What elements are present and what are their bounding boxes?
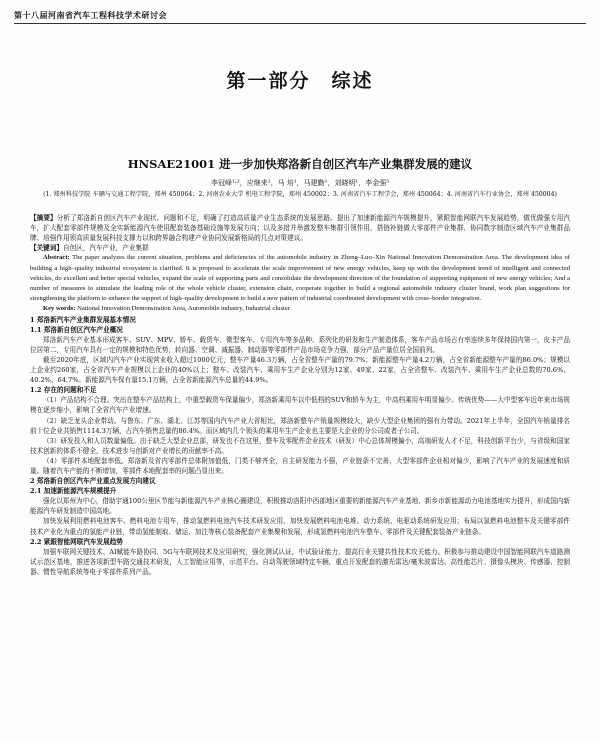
body-paragraph: （2）缺乏龙头企业带动。与鲁东、广东、湖北、江苏等国内汽车产业大省相比，郑洛新整车产销量规模较大，缺少大型企业集团的强有力带动。2021年上半年，全国汽车销量排名前十位企业共销售1114.3万辆，占汽车销售总量的86.4%。而区域内几个领头的乘用车生产企业也主要是大企业的分公司或者子公司。 bbox=[30, 416, 570, 435]
section-heading: 1 郑洛新汽车产业集群发展基本情况 bbox=[30, 315, 136, 324]
keywords-en-text: National Innovation Demonstration Area, Automobile industry, Industrial cluster bbox=[77, 305, 290, 313]
paper-title: HNSAE21001 进一步加快郑洛新自创区汽车产业集群发展的建议 bbox=[127, 157, 473, 171]
keywords-en-label: Key words: bbox=[43, 305, 76, 313]
body-paragraph: 加强车联网关键技术、AI赋能车路协同、5G与车联网技术及应用研究，强化测试认证，中试验证能力，提高行业关键共性技术攻关能力。积极参与推动建设中国智能网联汽车道路测试示范区基地，推进各项新型车路交通技术研发，人工智能应用等，示范平台。自动驾驶领域特定车辆，重点开发配套的激光雷达/毫米波雷达、高性能芯片、摄像头模块、传感器、控制器、惯性导航系统等电子零部件系列产品。 bbox=[30, 547, 570, 576]
subsection-heading: 1.1 郑洛新自创区汽车产业概况 bbox=[30, 325, 123, 334]
keywords-en bbox=[30, 304, 570, 314]
abstract-en bbox=[30, 253, 570, 304]
body-paragraph: 加快发展利用燃料电池客车、燃料电池专用车，推动氢燃料电池汽车技术研发应用，加快发展燃料电池电堆、动力系统、电驱动系统研发应用；布局以氢燃料电池整车及关键零部件技术产业化为重点的氢能产业链，带动氢能制取、储运、加注等核心装备配套产业集聚和发展，形成氢燃料电池汽车整车、零部件及关键配套装备产业链条。 bbox=[30, 517, 570, 536]
body-paragraph: （1）产品结构不合理。突出在整车产品结构上，中重型载货车保量偏少，郑洛新乘用车以中低档的SUV和轿车为主，中高档乘用车明显偏少。传统优势——大中型客车近年来市场规模在逐步缩小，影响了全省汽车产业增速。 bbox=[30, 396, 570, 415]
abstract-cn bbox=[30, 213, 570, 243]
abstract-en-text: The paper analyzes the current situation, problems and deficiencies of the automobile industry in Zheng–Luo–Xin National Innovation Demonstration Area. The development idea of building a high–quality industrial ecosystem is clarified. It is proposed to accelerate the scale improvement of new energy vehicles, keep up with the development trend of intelligent and connected vehicles, do excellent and better special vehicles, expand the scale of supporting parts and consolidate the development direction of the foundation of supporting equipment of new energy vehicles; And a number of measures to stimulate the leading role of the whole vehicle cluster, extension chain, cooperate together to build a regional automobile industry cluster brand, work plan suggestions for strengthening the platform to enhance the support of high–quality development to build a new pattern of industrial coordinated development with cross–border integration. bbox=[30, 254, 571, 303]
body-paragraph: 强化以郑州为中心，借助宇通100公里区节能与新能源汽车产业核心圈建设，积极推动洛阳中西部地区重要的新能源汽车产业基地、新乡市新能源动力电池基地实力提升，形成国内新能源汽车研发制造中国高地。 bbox=[30, 497, 570, 516]
abstract-cn-label: 【摘要】 bbox=[30, 214, 57, 222]
keywords-cn-text: 自创区，汽车产业，产业集群 bbox=[62, 244, 149, 253]
abstract-cn-text: 分析了郑洛新自创区汽车产业现状、问题和不足，明确了打造高质量产业生态系统的发展思路。提出了加速新能源汽车规模提升，紧跟智能网联汽车发展趋势，做优做强专用汽车，扩大配套零部件规模及全实新能源汽车使用配套装备基础设施等发展方向；以及多措并举激发整车集群引领作用、搭链补链做大零部件产业集群、协同数字制造区域汽车产业集群品牌、培强作用领高质量发展科技支撑力以和跨界融合构建产业协同发展新格局的几点对策建议。 bbox=[30, 214, 570, 243]
keywords-cn-label: 【关键词】 bbox=[30, 244, 63, 253]
keywords-cn bbox=[30, 243, 570, 253]
paper-affiliations: (1. 郑州科技学院 车辆与交通工程学院，郑州 450064；2. 河南农业大学 机电工程学院，郑州 450002；3. 河南省汽车工程学会，郑州 450064；4. 河南省汽车行业协会，郑州 450004) bbox=[43, 191, 557, 198]
part-title: 第一部分 综述 bbox=[226, 70, 374, 92]
body-paragraph: 截至2020年底，区域内汽车产业实现营业收入超过1000亿元，整车产量46.3万辆，占全省整车产量的79.7%；新能源整车产量4.2万辆，占全省新能源整车产量的86.0%；规模以上企业约260家，占全省汽车产业规模以上企业的40%以上；整车、改装汽车、乘用车生产企业分别为12家、49家、22家，占全省整车、改装汽车、乘用车生产企业总数的70.6%、40.2%、64.7%。新能源汽车保有量15.1万辆，占全省新能源汽车总量的44.9%。 bbox=[30, 355, 570, 385]
subsection-heading: 2.2 紧跟智能网联汽车发展趋势 bbox=[30, 537, 123, 546]
subsection-heading: 2.1 加速新能源汽车规模提升 bbox=[30, 487, 117, 496]
paper-sections bbox=[30, 315, 570, 577]
section-heading: 2 郑洛新自创区汽车产业重点发展方向建议 bbox=[30, 477, 156, 486]
body-paragraph: （3）研发投入和人员数量偏低。由于缺乏大型企业总部，研发也不在这里，整车及零配件企业技术（研发）中心总体规模偏小，高端研发人才不足，科技创新平台少，与省级和国家技术创新的体系不健全，技术进步与创新对产业增长的贡献率不高。 bbox=[30, 436, 570, 455]
body-paragraph: （4）零部件本地配套率低。郑洛新及省内零部件总体附加值低，门类不够齐全，自主研发能力不强，产业链条不完善，大型零部件企业相对偏少，影响了汽车产业的发展速度和质量。随着汽车产能的不断增加，零部件本地配套率的问题凸显出来。 bbox=[30, 456, 570, 475]
paper-body bbox=[30, 213, 570, 577]
subsection-heading: 1.2 存在的问题和不足 bbox=[30, 386, 97, 395]
abstract-en-label: Abstract: bbox=[43, 254, 70, 262]
journal-header: 第十八届河南省汽车工程科技学术研讨会 bbox=[14, 10, 586, 24]
body-paragraph: 郑洛新汽车产业基本形成客车、SUV、MPV、轿车、载货车、微型客车、专用汽车等多品种、系列化的研发和生产制造体系，客车产品市场占有率连续多年保持国内第一，皮卡产品位居第二，专用汽车具有一定的规模和特色优势，转向器、空调、减振器、制动器等零部件产品市场竞争力强，部分产品产量位居全国前列。 bbox=[30, 335, 570, 354]
paper-authors: 李冠峰¹·²，应继来¹，马 培¹，马建勤¹，刘晓明¹，李金强³ bbox=[210, 179, 390, 187]
